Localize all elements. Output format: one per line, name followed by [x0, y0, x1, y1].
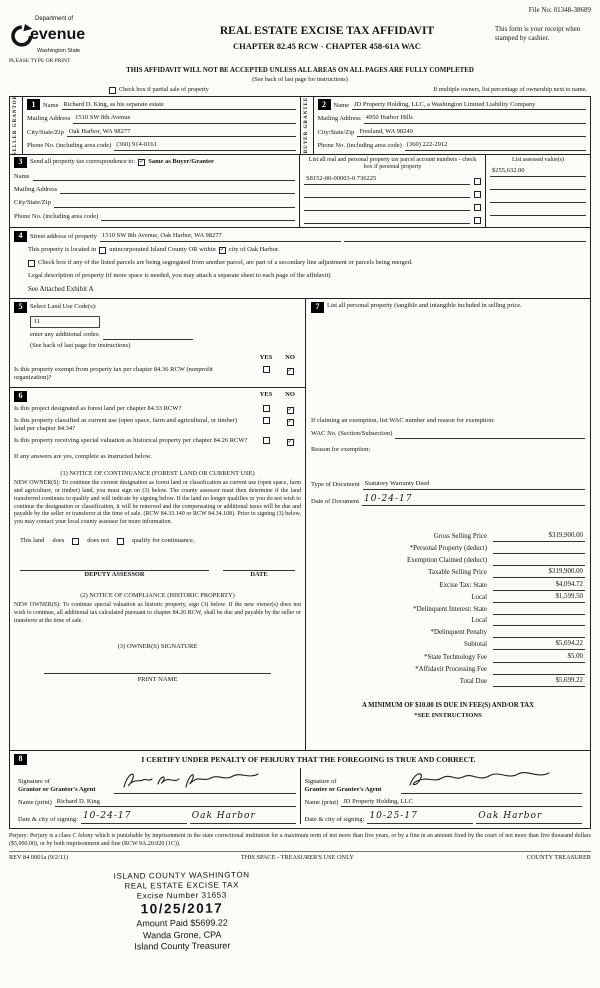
- partial-sale-row: [109, 86, 587, 94]
- seller-mailing-label: Mailing Address: [27, 115, 71, 123]
- classification-section: [10, 388, 305, 750]
- parcel-field-2[interactable]: [304, 188, 470, 198]
- section-4-number: 4: [14, 231, 27, 242]
- street-address-field-extra[interactable]: [344, 234, 586, 242]
- money-row-label: Local: [471, 594, 487, 602]
- money-row-value[interactable]: $5.00: [493, 653, 585, 663]
- tax-correspondence-section: [9, 155, 591, 228]
- street-address-field[interactable]: 1510 SW 8th Avenue, Oak Harbor, WA 98277: [100, 232, 342, 241]
- grantor-signature-block: [14, 768, 300, 824]
- money-row-value[interactable]: $319,900.00: [493, 532, 585, 542]
- assessed-values-header: List assessed value(s): [512, 156, 564, 163]
- same-as-buyer-checkbox[interactable]: ✓: [139, 158, 145, 165]
- stamp-treasurer-name: Wanda Grone, CPA: [142, 929, 222, 941]
- money-row-value[interactable]: $5,699.22: [493, 677, 585, 687]
- seller-phone-label: Phone No. (including area code): [27, 142, 112, 150]
- rev-form-number: REV 84 0001a (9/2/11): [9, 854, 68, 862]
- grantor-signature: [118, 769, 268, 793]
- buyer-csz-field[interactable]: Freeland, WA 98249: [357, 128, 586, 137]
- historic-no-checkbox[interactable]: ✓: [287, 438, 293, 445]
- partial-sale-label: Check box if partial sale of property: [119, 86, 209, 94]
- yes-header-6: YES: [259, 390, 273, 398]
- compliance-notice-title: (2) NOTICE OF COMPLIANCE (HISTORIC PROPERTY): [80, 591, 235, 599]
- parties-section: [9, 96, 591, 154]
- print-name-line[interactable]: [44, 652, 271, 674]
- qualify-post-text: qualify for continuance.: [132, 536, 195, 544]
- buyer-side-label-2: GRANTEE: [303, 97, 309, 129]
- seller-name-label: Name: [43, 101, 59, 109]
- parcel-field-1[interactable]: S8152-00-00003-0 736225: [304, 175, 470, 185]
- exempt-no-checkbox[interactable]: ✓: [287, 367, 293, 374]
- correspondence-phone-field[interactable]: [101, 213, 295, 221]
- money-row-value[interactable]: [493, 557, 585, 566]
- buyer-mailing-field[interactable]: 4950 Harbor Hills: [364, 114, 586, 123]
- buyer-section: [300, 97, 591, 153]
- segregated-note: Check box if any of the listed parcels are being segregated from another parcel, are part of a secondary line adjustment or parcels being merged.: [38, 259, 413, 267]
- seller-csz-label: City/State/Zip: [27, 128, 64, 136]
- grantee-city-field[interactable]: Oak Harbor: [476, 811, 582, 824]
- forest-yes-checkbox[interactable]: [263, 405, 270, 412]
- grantee-signature: [405, 769, 555, 793]
- additional-codes-field[interactable]: [103, 332, 193, 340]
- certification-section: [9, 751, 591, 829]
- middle-sections: [9, 299, 591, 751]
- treasurer-stamp: [37, 870, 328, 955]
- segregated-checkbox[interactable]: [28, 260, 35, 267]
- legal-description-value: See Attached Exhibit A: [28, 284, 94, 293]
- personal-property-checkbox-4[interactable]: [474, 217, 481, 224]
- land-use-section: [10, 299, 305, 388]
- yes-header-5: YES: [259, 354, 273, 362]
- forest-no-checkbox[interactable]: ✓: [287, 406, 293, 413]
- partial-sale-checkbox[interactable]: [109, 87, 116, 94]
- money-row-label: Excise Tax: State: [439, 581, 487, 589]
- section-1-number: 1: [27, 99, 40, 110]
- correspondence-phone-label: Phone No. (including area code): [14, 212, 99, 220]
- if-yes-note: If any answers are yes, complete as instructed below.: [14, 453, 152, 461]
- correspondence-name-field[interactable]: [33, 173, 295, 181]
- money-row-label: Taxable Selling Price: [428, 569, 487, 577]
- grantor-agent-label: Grantor or Grantor's Agent: [18, 785, 96, 793]
- exemption-note: If claiming an exemption, list WAC number and reason for exemption:: [311, 416, 495, 424]
- reason-label: Reason for exemption:: [311, 445, 371, 453]
- money-row-label: *State Technology Fee: [424, 654, 487, 662]
- land-use-code-field[interactable]: 11: [30, 316, 100, 328]
- money-row-value[interactable]: [493, 629, 585, 638]
- minimum-fee-note: A MINIMUM OF $10.00 IS DUE IN FEE(S) AND/OR TAX: [361, 701, 535, 709]
- owners-signature-label: (3) OWNER(S) SIGNATURE: [117, 643, 198, 651]
- money-row-value[interactable]: [493, 545, 585, 554]
- located-in-text: This property is located in: [28, 246, 97, 254]
- same-as-buyer-label: Same as Buyer/Grantee: [148, 157, 214, 165]
- deputy-assessor-line[interactable]: [20, 561, 209, 571]
- money-row-label: *Delinquent Penalty: [430, 628, 487, 636]
- section-5-number: 5: [14, 302, 27, 313]
- no-header-6: NO: [285, 390, 295, 398]
- stamp-date: 10/25/2017: [140, 901, 224, 917]
- see-back-note: (See back of last page for instructions): [252, 76, 348, 84]
- county-treasurer-label: COUNTY TREASURER: [526, 854, 591, 862]
- footer-row: [9, 851, 591, 862]
- money-row-value[interactable]: [493, 606, 585, 615]
- seller-phone-field[interactable]: (360) 914-0161: [114, 141, 295, 150]
- located-mid-text: unincorporated Island County OR within: [109, 246, 216, 254]
- historic-question: Is this property receiving special valuation as historical property per chapter 84.26 RCW?: [14, 436, 248, 444]
- current-use-no-checkbox[interactable]: ✓: [287, 419, 293, 426]
- form-title: REAL ESTATE EXCISE TAX AFFIDAVIT: [219, 25, 435, 38]
- located-city-text: city of Oak Harbor.: [228, 246, 280, 254]
- grantor-name-field[interactable]: Richard D. King: [55, 798, 296, 807]
- grantor-name-label: Name (print): [18, 798, 52, 806]
- money-row-value[interactable]: $319,900.00: [493, 568, 585, 578]
- washington-state-label: Washington State: [37, 47, 81, 54]
- parcel-field-4[interactable]: [304, 214, 470, 224]
- personal-property-checkbox-1[interactable]: [474, 178, 481, 185]
- personal-property-section: [306, 299, 590, 750]
- assessed-value-field-2[interactable]: [490, 180, 586, 190]
- assessed-value-field-4[interactable]: [490, 206, 586, 216]
- grantee-signature-block: [300, 768, 587, 824]
- see-instructions-note: *SEE INSTRUCTIONS: [414, 711, 482, 719]
- grantee-date-label: Date & city of signing:: [304, 815, 365, 823]
- unincorporated-checkbox[interactable]: [99, 247, 106, 254]
- buyer-side-strip: [301, 97, 314, 153]
- deputy-date-label: DATE: [250, 571, 268, 579]
- seller-name-field[interactable]: Richard D. King, as his separate estate: [62, 101, 296, 110]
- form-header: [9, 16, 591, 65]
- city-checkbox[interactable]: ✓: [219, 246, 225, 253]
- qualify-pre-text: This land: [20, 536, 45, 544]
- street-address-label: Street address of property: [30, 233, 97, 241]
- buyer-csz-label: City/State/Zip: [317, 128, 355, 136]
- doc-type-field[interactable]: Statutory Warranty Deed: [363, 480, 585, 489]
- money-row-value[interactable]: $4,094.72: [493, 581, 585, 591]
- grantor-date-field[interactable]: 10-24-17: [81, 811, 187, 824]
- doc-type-label: Type of Document: [311, 481, 360, 489]
- personal-property-checkbox-3[interactable]: [474, 204, 481, 211]
- multiple-owners-note: If multiple owners, list percentage of ownership next to name.: [433, 86, 587, 94]
- section-6-number: 6: [14, 391, 27, 402]
- grantee-agent-label: Grantee or Grantee's Agent: [304, 785, 382, 793]
- money-row-label: Gross Selling Price: [433, 533, 487, 541]
- revenue-wordmark: evenue: [30, 26, 86, 44]
- acceptance-warning: THIS AFFIDAVIT WILL NOT BE ACCEPTED UNLESS ALL AREAS ON ALL PAGES ARE FULLY COMPLETED: [126, 67, 474, 75]
- money-row-value[interactable]: [493, 618, 585, 627]
- form-chapter: CHAPTER 82.45 RCW - CHAPTER 458-61A WAC: [233, 41, 421, 52]
- buyer-phone-field[interactable]: (360) 222-2912: [405, 141, 586, 150]
- deputy-assessor-label: DEPUTY ASSESSOR: [84, 571, 145, 579]
- current-use-yes-checkbox[interactable]: [263, 417, 270, 424]
- does-not-checkbox[interactable]: [117, 538, 124, 545]
- doc-date-label: Date of Document: [311, 497, 360, 505]
- continuance-notice-body: NEW OWNER(S): To continue the current designation as forest land or classification as current use (open space, farm and agriculture, or timber) land, you must sign on (3) below. The county assessor must then determine if the land transferred continues to qualify and will indicate by signing below. If the land no longer qualifies or you do not wish to continue the designation or classification, it will be removed and the compensating or additional taxes will be due and payable by the seller or transferor at the time of sale. (RCW 84.33.140 or RCW 84.34.108). Prior to signing (3) below, you may contact your local county assessor for more information.: [14, 480, 301, 526]
- receipt-note: This form is your receipt when stamped by cashier.: [495, 26, 581, 43]
- buyer-name-label: Name: [333, 101, 350, 109]
- money-row-label: *Personal Property (deduct): [409, 544, 487, 552]
- wac-label: WAC No. (Section/Subsection): [311, 430, 393, 438]
- additional-codes-label: enter any additional codes:: [30, 331, 100, 339]
- correspondence-name-label: Name: [14, 172, 30, 180]
- grantee-signature-line[interactable]: [401, 768, 583, 794]
- stamp-excise-number: Excise Number 31653: [136, 890, 227, 901]
- section-2-number: 2: [318, 99, 331, 110]
- send-correspondence-label: Send all property tax correspondence to:: [30, 157, 136, 165]
- buyer-side-label-1: BUYER: [303, 131, 309, 154]
- seller-side-strip: [10, 95, 23, 156]
- money-row-value[interactable]: [493, 666, 585, 675]
- money-row-label: Exemption Claimed (deduct): [407, 556, 487, 564]
- money-row-label: *Affidavit Processing Fee: [415, 665, 487, 673]
- seller-csz-field[interactable]: Oak Harbor, WA 98277: [67, 128, 296, 137]
- money-row-label: Total Due: [459, 678, 487, 686]
- stamp-treasurer-title: Island County Treasurer: [134, 941, 231, 953]
- compliance-notice-body: NEW OWNER(S): To continue special valuation as historic property, sign (3) below. If the new owner(s) does not wish to continue, all additional tax calculated pursuant to chapter 84.26 RCW, shall be due and payable by the seller or transferor at the time of sale.: [14, 602, 301, 624]
- money-row-label: Local: [471, 617, 487, 625]
- treasurer-space-label: THIS SPACE - TREASURER'S USE ONLY: [240, 854, 354, 862]
- buyer-phone-label: Phone No. (including area code): [317, 142, 402, 150]
- section-8-number: 8: [14, 754, 27, 765]
- does-checkbox[interactable]: [72, 538, 79, 545]
- correspondence-csz-label: City/State/Zip: [14, 199, 51, 207]
- grantee-signature-of-label: Signature of: [304, 777, 337, 785]
- personal-property-intro: List all personal property (tangible and intangible included in selling price.: [327, 301, 522, 309]
- property-location-section: [9, 228, 591, 299]
- stamp-tax-line: REAL ESTATE EXCISE TAX: [124, 880, 240, 892]
- money-row-label: Subtotal: [464, 641, 487, 649]
- seller-side-label-1: SELLER: [13, 129, 18, 156]
- qualify-row: [14, 537, 301, 545]
- grantor-date-label: Date & city of signing:: [18, 815, 78, 823]
- exempt-question: Is this property exempt from property tax per chapter 84.36 RCW (nonprofit organization)?: [14, 365, 213, 382]
- section-7-number: 7: [311, 302, 324, 313]
- file-number: File No: 01348-38689: [528, 6, 591, 14]
- legal-description-label: Legal description of property (if more space is needed, you may attach a separate sheet to each page of the affidavit): [28, 271, 331, 279]
- money-row-value[interactable]: $5,694.22: [493, 640, 585, 650]
- correspondence-csz-field[interactable]: [54, 200, 295, 208]
- personal-property-checkbox-2[interactable]: [474, 191, 481, 198]
- no-header-5: NO: [285, 354, 295, 362]
- grantor-signature-line[interactable]: [114, 768, 296, 794]
- money-row-label: *Delinquent Interest: State: [413, 605, 487, 613]
- doc-date-field[interactable]: 10-24-17: [362, 494, 585, 507]
- buyer-mailing-label: Mailing Address: [317, 115, 361, 123]
- continuance-notice-title: (1) NOTICE OF CONTINUANCE (FOREST LAND OR CURRENT USE): [60, 469, 255, 477]
- grantee-date-field[interactable]: 10-25-17: [367, 811, 473, 824]
- land-use-see-back-note: (See back of last page for instructions): [30, 341, 131, 349]
- grantee-name-field[interactable]: JD Property Holding, LLC: [341, 798, 582, 807]
- stamp-amount-paid: Amount Paid $5699.22: [136, 917, 228, 929]
- type-or-print-note: PLEASE TYPE OR PRINT: [9, 58, 71, 65]
- parcel-field-3[interactable]: [304, 201, 470, 211]
- buyer-name-field[interactable]: JD Property Holding, LLC, a Washington Limited Liability Company: [352, 101, 586, 110]
- deputy-date-line[interactable]: [223, 561, 295, 571]
- assessed-value-field-1[interactable]: $255,632.00: [490, 167, 586, 177]
- forest-land-question: Is this project designated as forest land per chapter 84.33 RCW?: [14, 404, 182, 412]
- stamp-county-line: ISLAND COUNTY WASHINGTON: [113, 870, 250, 882]
- seller-side-label-2: GRANTOR: [13, 95, 18, 128]
- seller-mailing-field[interactable]: 1510 SW 8th Avenue: [73, 114, 295, 123]
- assessed-value-field-3[interactable]: [490, 193, 586, 203]
- grantee-name-label: Name (print): [304, 798, 339, 806]
- qualify-does-not-label: does not: [87, 536, 110, 544]
- seller-section: [10, 95, 300, 156]
- correspondence-mailing-field[interactable]: [60, 186, 295, 194]
- perjury-note: Perjury: Perjury is a class C felony which is punishable by imprisonment in the state correctional institution for a maximum term of not more than five years, or by a fine in an amount fixed by the court of not more than five thousand dollars ($5,000.00), or by both imprisonment and fine (RCW 9A.20.020 (1C)).: [9, 833, 591, 848]
- section-3-number: 3: [14, 157, 27, 168]
- money-row-value[interactable]: $1,599.50: [493, 593, 585, 603]
- dept-of-label: Department of: [35, 16, 74, 23]
- qualify-does-label: does: [52, 536, 65, 544]
- print-name-label: PRINT NAME: [137, 675, 178, 683]
- historic-yes-checkbox[interactable]: [263, 437, 270, 444]
- exempt-yes-checkbox[interactable]: [263, 366, 270, 373]
- agency-logo-block: [9, 16, 159, 65]
- grantor-city-field[interactable]: Oak Harbor: [190, 811, 296, 824]
- land-use-label: Select Land Use Code(s):: [30, 303, 97, 311]
- wac-field[interactable]: [395, 431, 585, 439]
- correspondence-mailing-label: Mailing Address: [14, 186, 58, 194]
- certify-statement: I CERTIFY UNDER PENALTY OF PERJURY THAT THE FOREGOING IS TRUE AND CORRECT.: [141, 754, 476, 764]
- grantor-signature-of-label: Signature of: [18, 777, 50, 785]
- parcel-numbers-header: List all real and personal property tax parcel account numbers - check box if personal property: [308, 156, 477, 171]
- money-table: [311, 532, 585, 689]
- current-use-question: Is this property classified as current use (open space, farm and agricultural, or timber) land per chapter 84.34?: [14, 417, 237, 433]
